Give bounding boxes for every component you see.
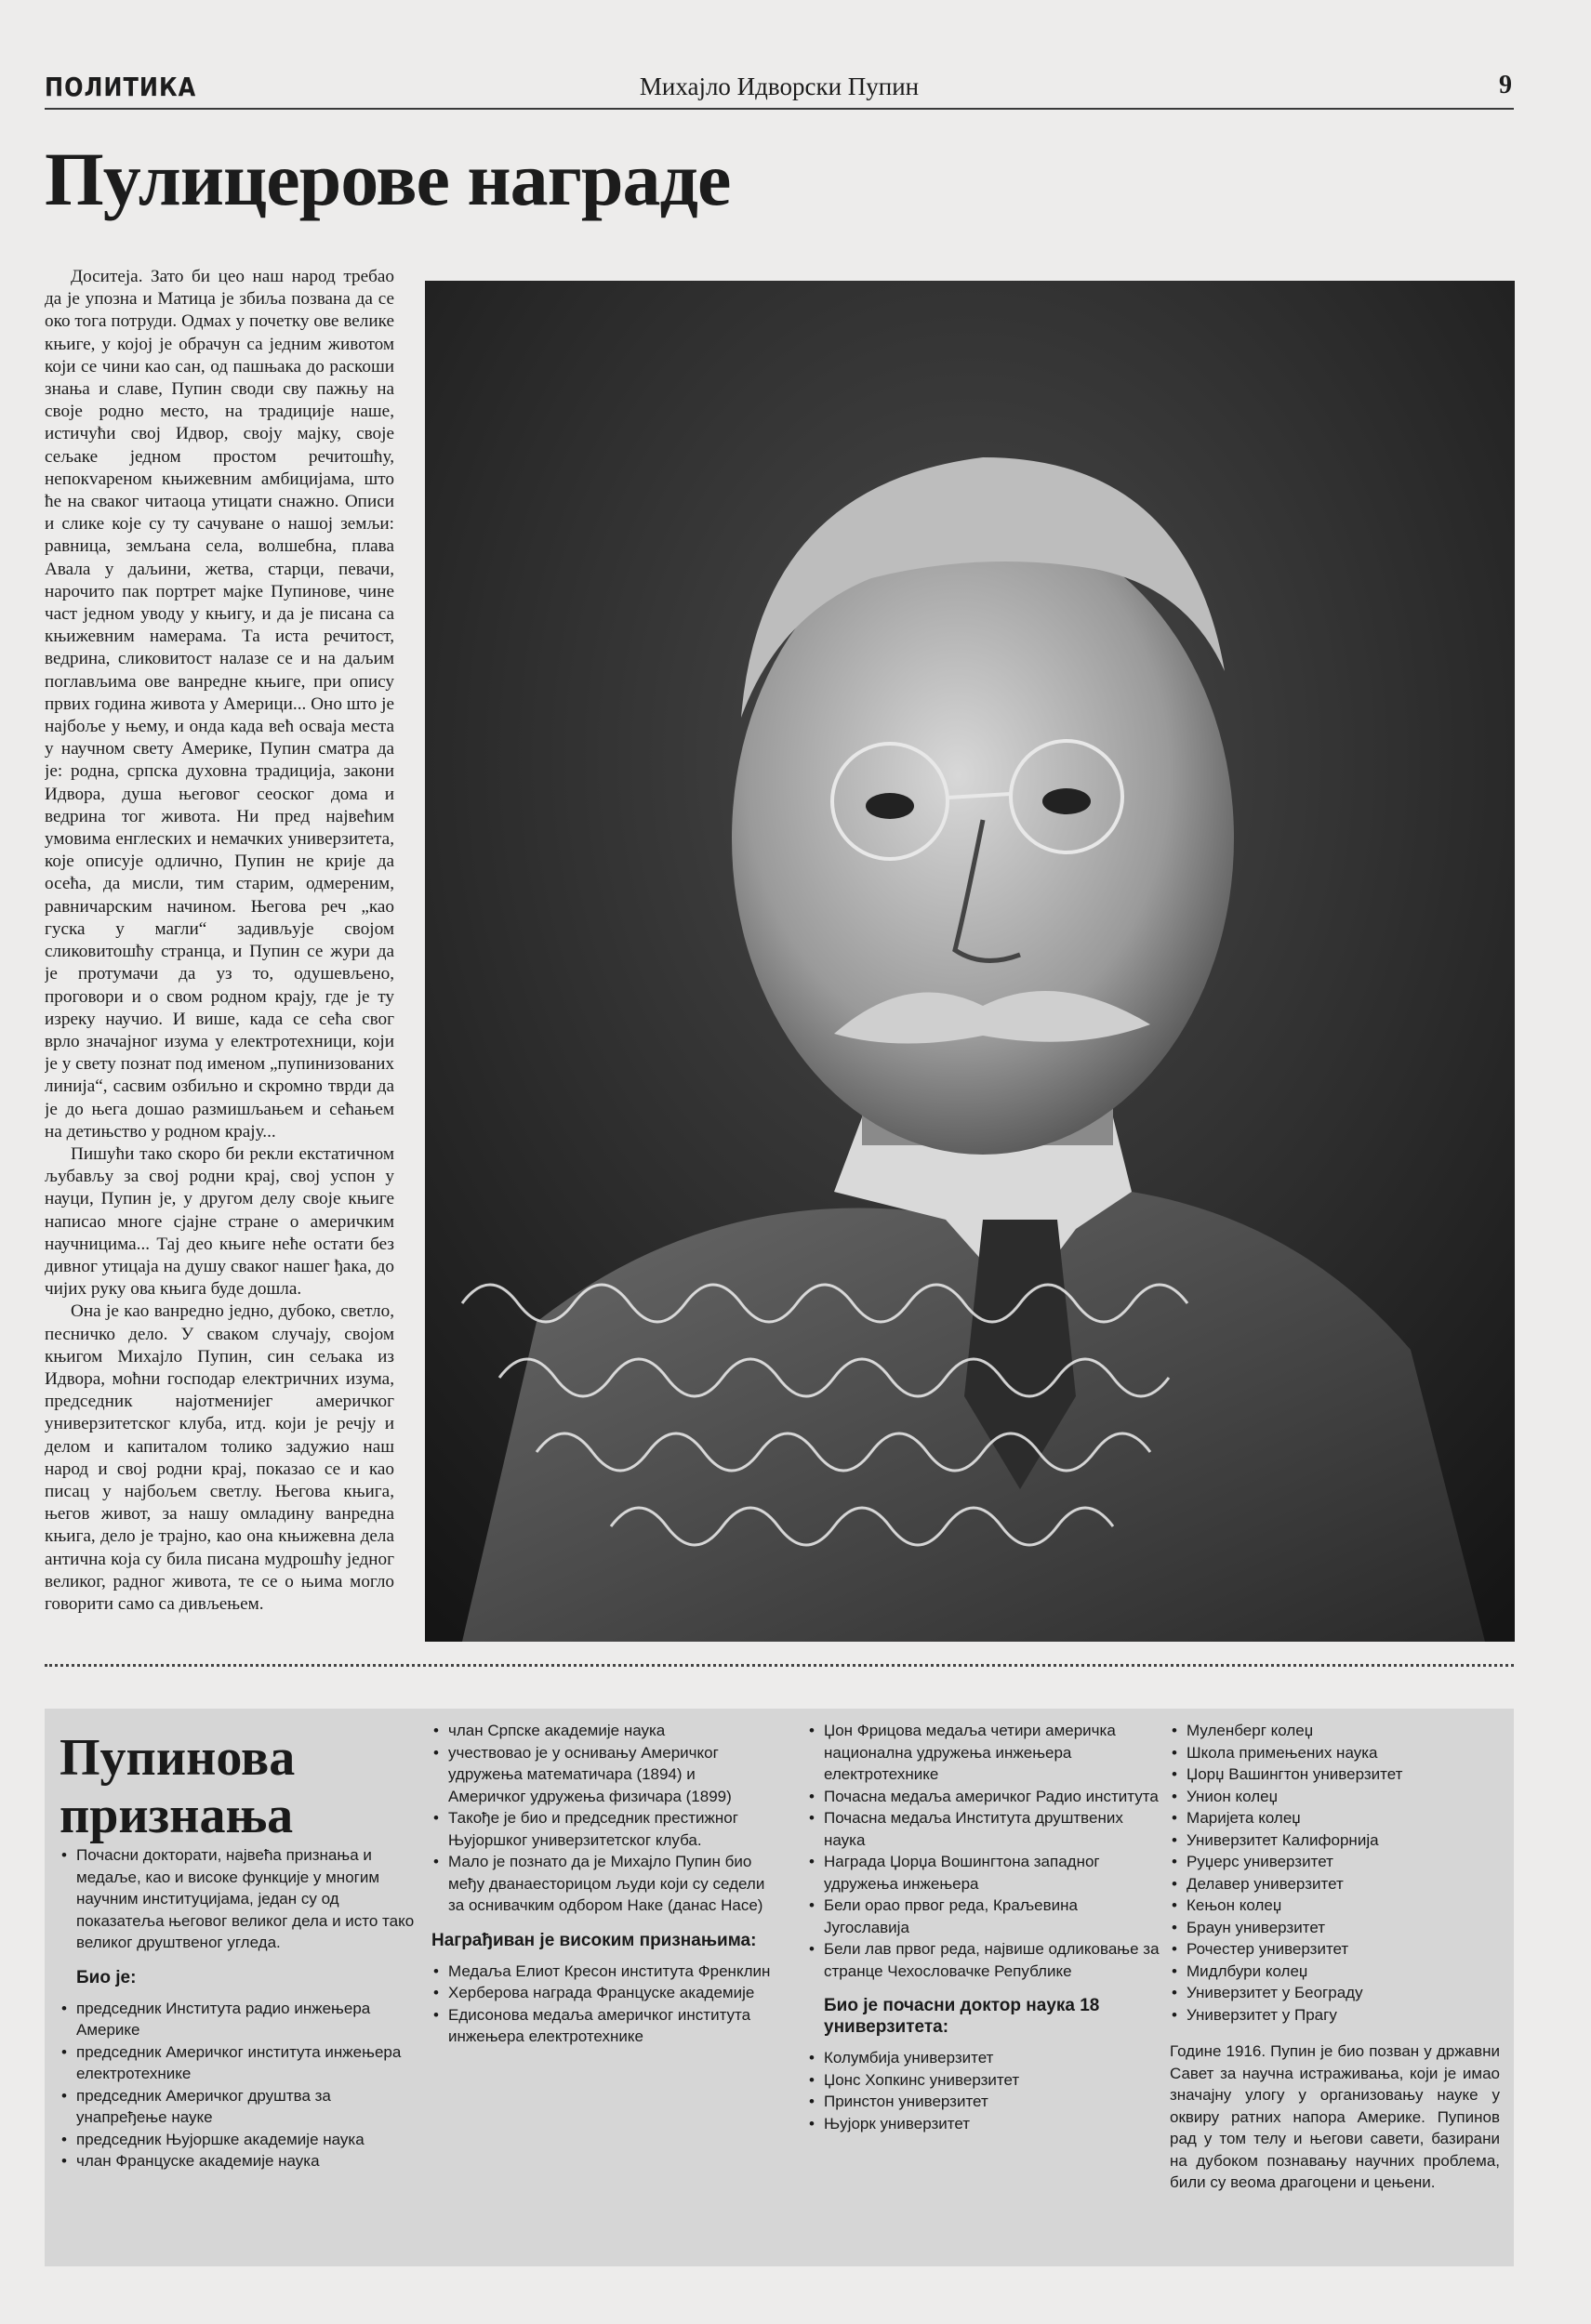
list-item: • члан Француске академије наука — [60, 2150, 422, 2172]
list-item: • Бели орао првог реда, Краљевина Југославија — [807, 1895, 1160, 1938]
intro-item: • Почасни докторати, највећа признања и медаље, као и високе функције у многим научним институцијама, један су од показатеља његовог великог дела и исто тако великог друштвеног угледа. — [60, 1844, 422, 1954]
list-item: • Едисонова медаља америчког института инжењера електротехнике — [431, 2004, 776, 2048]
running-title: Михајло Идворски Пупин — [639, 73, 920, 100]
doktor-heading: Био је почасни доктор наука 18 универзитета: — [824, 1996, 1100, 2037]
list-item: • председник Института радио инжењера Америке — [60, 1998, 422, 2041]
list-item: • Џон Фрицова медаља четири америчка национална удружења инжењера електротехнике — [807, 1720, 1160, 1786]
list-item: • Почасна медаља америчког Радио института — [807, 1786, 1160, 1808]
list-item: • Руџерс универзитет — [1170, 1851, 1500, 1873]
list-item: • Браун универзитет — [1170, 1917, 1500, 1939]
box-column-4 — [1170, 1720, 1500, 2194]
page-number: 9 — [1499, 71, 1512, 99]
list-item: • учествовао је у оснивању Америчког удружења математичара (1894) и Америчког удружења физичара (1899) — [431, 1742, 776, 1808]
nagradjivan-heading: Награђиван је високим признањима: — [431, 1930, 757, 1950]
newspaper-masthead: ПОЛИТИКА — [45, 72, 197, 103]
awards-list-continued — [807, 1720, 1160, 1982]
list-item: • Универзитет у Прагу — [1170, 2004, 1500, 2027]
universities-list-continued — [1170, 1720, 1500, 2026]
list-item: • Њујорк универзитет — [807, 2113, 1160, 2135]
list-item: • Награда Џорџа Вошингтона западног удружења инжењера — [807, 1851, 1160, 1895]
list-item: • Медаља Елиот Кресон института Френклин — [431, 1961, 776, 1983]
box-title — [60, 1729, 422, 1844]
list-item: • члан Српске академије наука — [431, 1720, 776, 1742]
list-item: • Рочестер универзитет — [1170, 1938, 1500, 1961]
page-header — [45, 67, 1514, 110]
list-item: • Универзитет у Београду — [1170, 1982, 1500, 2004]
closing-note: Године 1916. Пупин је био позван у државни Савет за научна истраживања, који је имао значајну улогу у организовању науке у оквиру ратних напора Америке. Пупинов рад у том телу и његови савети, базирани на дубоком познавању научних проблема, били су веома драгоцени и цењени. — [1170, 2042, 1500, 2191]
box-column-3 — [807, 1720, 1160, 2134]
box-title-line: Пупинова — [60, 1729, 296, 1787]
bio-je-list — [60, 1998, 422, 2172]
article-paragraph: Она је као ванредно једно, дубоко, светло, песничко дело. У сваком случају, својом књигом Михајло Пупин, син сељака из Идвора, моћни господар електричних изума, председник најотменијег америчког универзитетског клуба, итд. који је речју и делом и капиталом толико задужио наш народ и свој родни крај, показао се и као писац у најбољем светлу. Његова књига, његов живот, за нашу омладину ванредна књига, дело је трајно, као она књижевна дела антична која су била писана мудрошћу једног великог, радног живота, те се о њима могло говорити само са дивљењем. — [45, 1301, 394, 1614]
list-item: • Џонс Хопкинс универзитет — [807, 2069, 1160, 2092]
box-title-line: признања — [60, 1787, 294, 1844]
article-body — [45, 266, 394, 1651]
pupin-portrait-photo — [425, 281, 1515, 1642]
list-item: • Унион колеџ — [1170, 1786, 1500, 1808]
list-item: • Бели лав првог реда, највише одликовање за странце Чехословачке Републике — [807, 1938, 1160, 1982]
list-item: • председник Америчког института инжењера електротехнике — [60, 2041, 422, 2085]
list-item: • Такође је био и председник престижног Њујоршког универзитетског клуба. — [431, 1807, 776, 1851]
box-column-1 — [60, 1729, 422, 2172]
list-item: • председник Америчког друштва за унапређење науке — [60, 2085, 422, 2129]
awards-list — [431, 1961, 776, 2048]
bio-je-list-continued — [431, 1720, 776, 1917]
list-item: • Маријета колеџ — [1170, 1807, 1500, 1829]
list-item: • Принстон универзитет — [807, 2091, 1160, 2113]
list-item: • Мулeнберг колеџ — [1170, 1720, 1500, 1742]
article-title: Пулицерове награде — [45, 137, 731, 221]
bio-je-heading: Био је: — [76, 1967, 137, 1987]
list-item: • Кењон колеџ — [1170, 1895, 1500, 1917]
universities-list — [807, 2047, 1160, 2134]
list-item: • Мало је познато да је Михајло Пупин био међу дванаесторицом људи који су седели за оснивачким одбором Наке (данас Насе) — [431, 1851, 776, 1917]
list-item: • Херберова награда Француске академије — [431, 1982, 776, 2004]
list-item: • Џорџ Вашингтон универзитет — [1170, 1763, 1500, 1786]
section-divider — [45, 1664, 1514, 1667]
intro-list — [60, 1844, 422, 1954]
box-column-2 — [431, 1720, 776, 2048]
article-paragraph: Пишући тако скоро би рекли екстатичном љубављу за свој родни крај, свој успон у науци, Пупин је, у другом делу своје књиге написао многе сјајне стране о америчким научницима... Тај део књиге неће остати без дивног утицаја на душу сваког нашег ђака, до чијих руку ова књига буде дошла. — [45, 1143, 394, 1300]
list-item: • председник Њујоршке академије наука — [60, 2129, 422, 2151]
article-paragraph: Доситеја. Зато би цео наш народ требао да је упозна и Матица је збиља позвана да се око тога потруди. Одмах у почетку ове велике књиге, у којој је обрачун са једним животом који се чини као сан, од пашњака до раскоши знања и славе, Пупин своди сву пажњу на своје родно место, на традиције наше, истичући свој Идвор, своју мајку, своје сељаке једном простом речитошћу, непокvареном књижевним амбицијама, што ће на сваког читаоца утицати снажно. Описи и слике које су ту сачуване о нашој земљи: равница, земљана села, волшебна, плава Авала у даљини, жетва, старци, певачи, нарочито пак портрет мајке Пупинове, чине част једном уводу у књигу, и да је писана са књижевним намерама. Та иста речитост, ведрина, сликовитост налазе се и на даљим поглављима ове ванредне књиге, при опису првих година живота у Америци... Оно што је најбоље у њему, и онда када већ осваја места у научном свету Америке, Пупин сматра да је: родна, српска духовна традиција, закони Идвора, душа његовог сеоског дома и ведрина тог живота. Ни пред највећим умовима енглеских и немачких универзитета, које описује одлично, Пупин не крије да осећа, да мисли, тим старим, одмереним, равничарским начином. Његова реч „као гуска у магли“ задивљује својом сликовитошћу странца, и Пупин се жури да је протумачи да уз то, одушевљено, проговори и о свом родном крају, где је ту изреку научио. И више, када се сећа свог врло значајног изума у електротехници, који је у свету познат под именом „пупинизованих линија“, сасвим озбиљно и скромно тврди да је до њега дошао размишљањем и сећањем на детињство у родном крају... — [45, 267, 394, 1142]
list-item: • Колумбија универзитет — [807, 2047, 1160, 2069]
portrait-illustration — [425, 281, 1515, 1642]
list-item: • Делавер универзитет — [1170, 1873, 1500, 1895]
list-item: • Универзитет Калифорнија — [1170, 1829, 1500, 1852]
list-item: • Мидлбури колеџ — [1170, 1961, 1500, 1983]
list-item: • Почасна медаља Института друштвених наука — [807, 1807, 1160, 1851]
recognitions-box — [45, 1709, 1514, 2266]
list-item: • Школа примењених наука — [1170, 1742, 1500, 1764]
